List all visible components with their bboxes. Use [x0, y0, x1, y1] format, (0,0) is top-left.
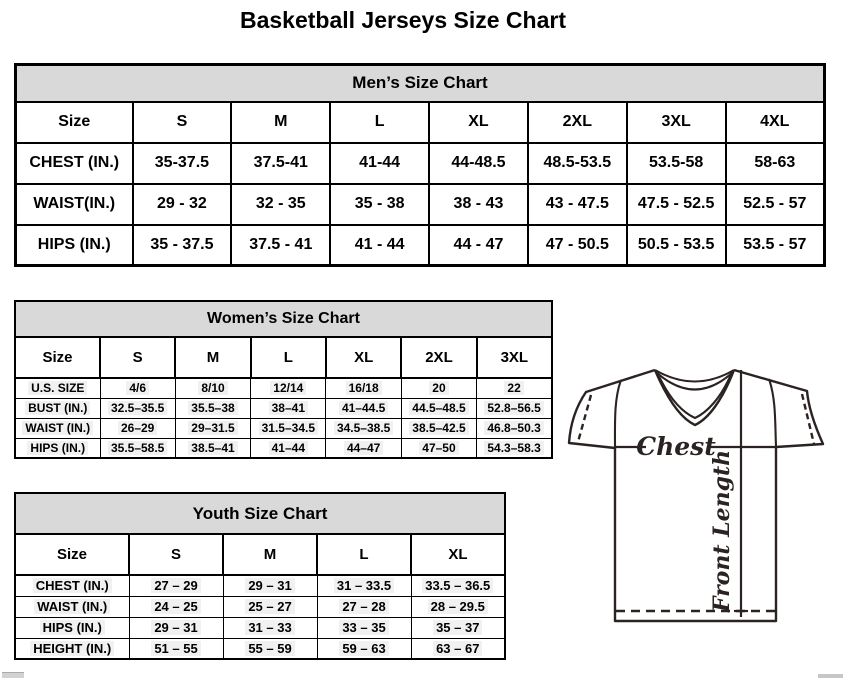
- size-value-cell-text: 35 - 38: [354, 195, 405, 212]
- size-value-cell: [175, 438, 250, 458]
- size-value-cell-text: 37.5 - 41: [249, 235, 313, 253]
- table-row: [16, 225, 825, 266]
- size-value-cell: [330, 225, 429, 266]
- column-header-m-text: M: [263, 546, 277, 563]
- size-value-cell: [477, 438, 552, 458]
- size-value-cell: [411, 596, 505, 617]
- size-value-cell-text: 44–47: [344, 441, 383, 455]
- row-label-text: HIPS (IN.): [27, 441, 88, 455]
- size-value-cell: [317, 575, 411, 596]
- size-value-cell: [330, 184, 429, 225]
- size-value-cell: [231, 225, 330, 266]
- size-value-cell: [100, 438, 175, 458]
- column-header-3xl-text: 3XL: [500, 349, 529, 366]
- size-value-cell-text: 4/6: [126, 381, 149, 395]
- size-value-cell-text: 53.5-58: [649, 154, 704, 171]
- row-label-text: BUST (IN.): [25, 401, 90, 415]
- size-value-cell-text: 31 – 33.5: [334, 578, 394, 593]
- size-value-cell-text: 58-63: [754, 154, 796, 171]
- size-value-cell-text: 33 – 35: [339, 620, 388, 635]
- size-value-cell: [429, 184, 528, 225]
- size-value-cell-text: 22: [504, 381, 523, 395]
- column-header-l: [251, 337, 326, 378]
- column-header-m-text: M: [206, 349, 220, 366]
- size-value-cell-text: 53.5 - 57: [743, 235, 807, 253]
- size-value-cell-text: 28 – 29.5: [428, 599, 488, 614]
- size-value-cell: [477, 378, 552, 398]
- column-header-s: [133, 102, 232, 143]
- size-value-cell-text: 41 - 44: [354, 235, 405, 253]
- size-value-cell-text: 35 – 37: [433, 620, 482, 635]
- size-column-header-text: Size: [58, 113, 91, 130]
- size-value-cell-text: 38.5–42.5: [409, 421, 468, 435]
- size-value-cell-text: 8/10: [198, 381, 227, 395]
- column-header-s-text: S: [170, 546, 181, 563]
- column-header-m: [223, 534, 317, 575]
- row-label: [15, 438, 100, 458]
- row-label-text: HIPS (IN.): [37, 235, 111, 253]
- size-value-cell: [477, 418, 552, 438]
- size-value-cell: [133, 143, 232, 184]
- column-header-xl-text: XL: [448, 546, 468, 563]
- size-value-cell: [627, 225, 726, 266]
- size-value-cell-text: 54.3–58.3: [484, 441, 543, 455]
- size-value-cell: [133, 225, 232, 266]
- row-label-text: HEIGHT (IN.): [30, 641, 114, 656]
- column-header-l: [330, 102, 429, 143]
- row-label: [16, 143, 133, 184]
- column-header-s-text: S: [132, 349, 143, 366]
- size-value-cell-text: 59 – 63: [339, 641, 388, 656]
- size-value-cell-text: 38–41: [269, 401, 308, 415]
- size-value-cell-text: 29–31.5: [188, 421, 237, 435]
- table-row: [15, 575, 505, 596]
- row-label: [16, 184, 133, 225]
- size-value-cell-text: 27 – 29: [151, 578, 200, 593]
- size-value-cell: [627, 143, 726, 184]
- size-value-cell: [726, 225, 825, 266]
- size-value-cell: [231, 143, 330, 184]
- size-value-cell-text: 41-44: [359, 154, 401, 171]
- size-value-cell: [251, 438, 326, 458]
- scrollbar-fragment-right[interactable]: [818, 674, 843, 678]
- size-value-cell: [401, 398, 476, 418]
- size-value-cell-text: 31 – 33: [245, 620, 294, 635]
- table-row: [15, 617, 505, 638]
- column-header-2xl-text: 2XL: [425, 349, 453, 366]
- size-value-cell-text: 50.5 - 53.5: [637, 235, 715, 253]
- row-label: [15, 378, 100, 398]
- size-value-cell-text: 48.5-53.5: [543, 154, 612, 171]
- size-value-cell: [429, 225, 528, 266]
- size-value-cell: [129, 596, 223, 617]
- page-title: Basketball Jerseys Size Chart: [239, 7, 566, 33]
- row-label-text: CHEST (IN.): [29, 154, 120, 171]
- size-value-cell-text: 24 – 25: [151, 599, 200, 614]
- size-value-cell: [528, 225, 627, 266]
- jersey-diagram-svg: [557, 361, 842, 631]
- size-value-cell-text: 38.5–41: [188, 441, 237, 455]
- size-value-cell: [175, 398, 250, 418]
- size-value-cell-text: 29 - 32: [157, 195, 207, 212]
- size-value-cell-text: 35.5–58.5: [108, 441, 167, 455]
- column-header-s: [129, 534, 223, 575]
- row-label: [15, 638, 129, 659]
- size-value-cell-text: 25 – 27: [245, 599, 294, 614]
- jersey-outline: [569, 370, 823, 621]
- size-value-cell: [528, 143, 627, 184]
- size-value-cell-text: 47 - 50.5: [545, 235, 609, 253]
- table-row: [15, 638, 505, 659]
- youth-size-table: [14, 492, 506, 660]
- column-header-xl-text: XL: [354, 349, 374, 366]
- size-value-cell: [231, 184, 330, 225]
- size-value-cell: [317, 617, 411, 638]
- size-value-cell-text: 44-48.5: [451, 154, 506, 171]
- size-value-cell: [477, 398, 552, 418]
- size-value-cell: [129, 575, 223, 596]
- row-label-text: WAIST(IN.): [33, 195, 116, 212]
- chest-label: Chest: [636, 432, 716, 461]
- size-value-cell-text: 52.8–56.5: [484, 401, 543, 415]
- size-value-cell-text: 41–44: [269, 441, 308, 455]
- column-header-2xl: [528, 102, 627, 143]
- table-row: [15, 438, 552, 458]
- size-value-cell: [223, 575, 317, 596]
- table-row: [15, 378, 552, 398]
- size-value-cell: [175, 418, 250, 438]
- row-label: [15, 575, 129, 596]
- size-value-cell: [317, 638, 411, 659]
- right-armhole-seam: [769, 379, 776, 446]
- column-header-3xl-text: 3XL: [661, 113, 691, 130]
- column-header-s: [100, 337, 175, 378]
- size-value-cell: [330, 143, 429, 184]
- table-title: [15, 301, 552, 337]
- table-title-text: Men’s Size Chart: [352, 73, 488, 93]
- front-length-label: Front Length: [709, 449, 735, 613]
- size-value-cell-text: 55 – 59: [245, 641, 294, 656]
- size-value-cell-text: 31.5–34.5: [259, 421, 318, 435]
- column-header-2xl-text: 2XL: [562, 113, 592, 130]
- size-value-cell-text: 41–44.5: [339, 401, 388, 415]
- size-value-cell-text: 32 - 35: [255, 195, 306, 212]
- column-header-xl-text: XL: [468, 113, 489, 130]
- size-value-cell-text: 26–29: [118, 421, 157, 435]
- column-header-4xl: [726, 102, 825, 143]
- womens-size-table: [14, 300, 553, 459]
- size-value-cell: [326, 398, 401, 418]
- row-label-text: HIPS (IN.): [40, 620, 105, 635]
- size-value-cell-text: 32.5–35.5: [108, 401, 167, 415]
- column-header-xl: [411, 534, 505, 575]
- mens-size-table: [14, 63, 826, 267]
- size-value-cell-text: 34.5–38.5: [334, 421, 393, 435]
- scrollbar-fragment-left[interactable]: [2, 672, 24, 678]
- table-row: [16, 143, 825, 184]
- table-row: [15, 398, 552, 418]
- size-value-cell-text: 33.5 – 36.5: [422, 578, 493, 593]
- size-value-cell-text: 29 – 31: [245, 578, 294, 593]
- size-value-cell: [100, 378, 175, 398]
- size-value-cell: [251, 398, 326, 418]
- column-header-l-text: L: [359, 546, 369, 563]
- size-value-cell-text: 47.5 - 52.5: [637, 195, 715, 212]
- size-value-cell: [726, 143, 825, 184]
- size-value-cell-text: 43 - 47.5: [545, 195, 609, 212]
- size-value-cell-text: 63 – 67: [433, 641, 482, 656]
- column-header-l-text: L: [374, 113, 385, 130]
- size-value-cell-text: 20: [429, 381, 448, 395]
- size-value-cell-text: 35.5–38: [188, 401, 237, 415]
- size-value-cell: [411, 575, 505, 596]
- size-value-cell-text: 37.5-41: [253, 154, 308, 171]
- size-value-cell-text: 46.8–50.3: [484, 421, 543, 435]
- size-column-header: [15, 534, 129, 575]
- column-header-xl: [326, 337, 401, 378]
- size-column-header: [15, 337, 100, 378]
- size-value-cell: [528, 184, 627, 225]
- row-label: [15, 617, 129, 638]
- size-column-header-text: Size: [56, 546, 87, 563]
- size-value-cell: [100, 418, 175, 438]
- size-value-cell-text: 35 - 37.5: [150, 235, 214, 253]
- row-label: [15, 596, 129, 617]
- size-value-cell: [251, 418, 326, 438]
- size-value-cell: [401, 378, 476, 398]
- size-value-cell: [401, 418, 476, 438]
- size-value-cell: [129, 638, 223, 659]
- column-header-2xl: [401, 337, 476, 378]
- table-title-text: Youth Size Chart: [192, 503, 328, 523]
- size-value-cell: [326, 438, 401, 458]
- column-header-s-text: S: [176, 113, 188, 130]
- size-value-cell: [429, 143, 528, 184]
- size-value-cell: [100, 398, 175, 418]
- size-column-header: [16, 102, 133, 143]
- size-value-cell-text: 47–50: [419, 441, 458, 455]
- column-header-3xl: [477, 337, 552, 378]
- table-row: [16, 184, 825, 225]
- size-value-cell: [317, 596, 411, 617]
- column-header-m: [231, 102, 330, 143]
- size-value-cell: [326, 378, 401, 398]
- size-value-cell-text: 16/18: [346, 381, 382, 395]
- size-value-cell: [251, 378, 326, 398]
- size-value-cell: [223, 638, 317, 659]
- row-label: [15, 398, 100, 418]
- column-header-4xl-text: 4XL: [760, 113, 790, 130]
- size-value-cell-text: 29 – 31: [151, 620, 200, 635]
- size-value-cell-text: 44.5–48.5: [409, 401, 468, 415]
- row-label-text: WAIST (IN.): [34, 599, 110, 614]
- size-value-cell-text: 51 – 55: [151, 641, 200, 656]
- column-header-l-text: L: [283, 349, 293, 366]
- size-value-cell: [129, 617, 223, 638]
- row-label-text: WAIST (IN.): [22, 421, 93, 435]
- column-header-3xl: [627, 102, 726, 143]
- column-header-l: [317, 534, 411, 575]
- size-value-cell-text: 38 - 43: [453, 195, 504, 212]
- size-value-cell-text: 52.5 - 57: [743, 195, 807, 212]
- size-value-cell: [133, 184, 232, 225]
- size-value-cell: [175, 378, 250, 398]
- size-value-cell: [411, 638, 505, 659]
- table-title: [16, 65, 825, 102]
- size-value-cell-text: 12/14: [270, 381, 306, 395]
- row-label-text: CHEST (IN.): [33, 578, 112, 593]
- jersey-measurement-diagram: [557, 361, 842, 631]
- table-row: [15, 596, 505, 617]
- size-column-header-text: Size: [42, 349, 73, 366]
- size-value-cell: [627, 184, 726, 225]
- size-value-cell: [223, 596, 317, 617]
- column-header-xl: [429, 102, 528, 143]
- size-value-cell-text: 44 - 47: [453, 235, 504, 253]
- size-value-cell: [726, 184, 825, 225]
- table-title: [15, 493, 505, 534]
- size-value-cell-text: 35-37.5: [154, 154, 210, 171]
- size-value-cell: [401, 438, 476, 458]
- row-label-text: U.S. SIZE: [28, 381, 87, 395]
- row-label: [16, 225, 133, 266]
- size-value-cell: [411, 617, 505, 638]
- left-armhole-seam: [615, 380, 621, 447]
- table-title-text: Women’s Size Chart: [207, 310, 360, 327]
- size-value-cell-text: 27 – 28: [339, 599, 388, 614]
- column-header-m: [175, 337, 250, 378]
- row-label: [15, 418, 100, 438]
- size-value-cell: [326, 418, 401, 438]
- size-value-cell: [223, 617, 317, 638]
- column-header-m-text: M: [274, 113, 288, 130]
- table-row: [15, 418, 552, 438]
